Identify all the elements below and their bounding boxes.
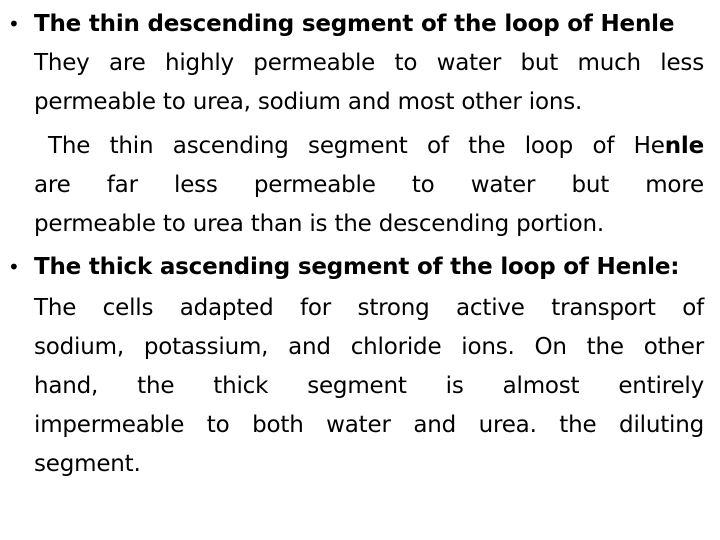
body-line: segment.: [34, 451, 141, 477]
body-line: The cells adapted for strong active transport of: [34, 295, 704, 321]
paragraph-lead-bold-tail: nle: [664, 133, 704, 159]
heading-thick-ascending: The thick ascending segment of the loop of Henle:: [34, 254, 680, 280]
body-line: permeable to urea than is the descending portion.: [34, 211, 604, 237]
heading-thin-descending: The thin descending segment of the loop of Henle: [34, 11, 675, 37]
body-line: permeable to urea, sodium and most other ions.: [34, 89, 583, 115]
body-line: sodium, potassium, and chloride ions. On the other: [34, 334, 704, 360]
body-line: are far less permeable to water but more: [34, 172, 704, 198]
paragraph-lead-text: The thin ascending segment of the loop of He: [48, 133, 665, 159]
body-line: hand, the thick segment is almost entirely: [34, 373, 704, 399]
body-line: They are highly permeable to water but much less: [34, 50, 704, 76]
bullet-marker-2: •: [8, 255, 20, 279]
paragraph-lead: [34, 127, 704, 166]
bullet-marker-1: •: [8, 12, 20, 36]
body-line: impermeable to both water and urea. the diluting: [34, 412, 704, 438]
